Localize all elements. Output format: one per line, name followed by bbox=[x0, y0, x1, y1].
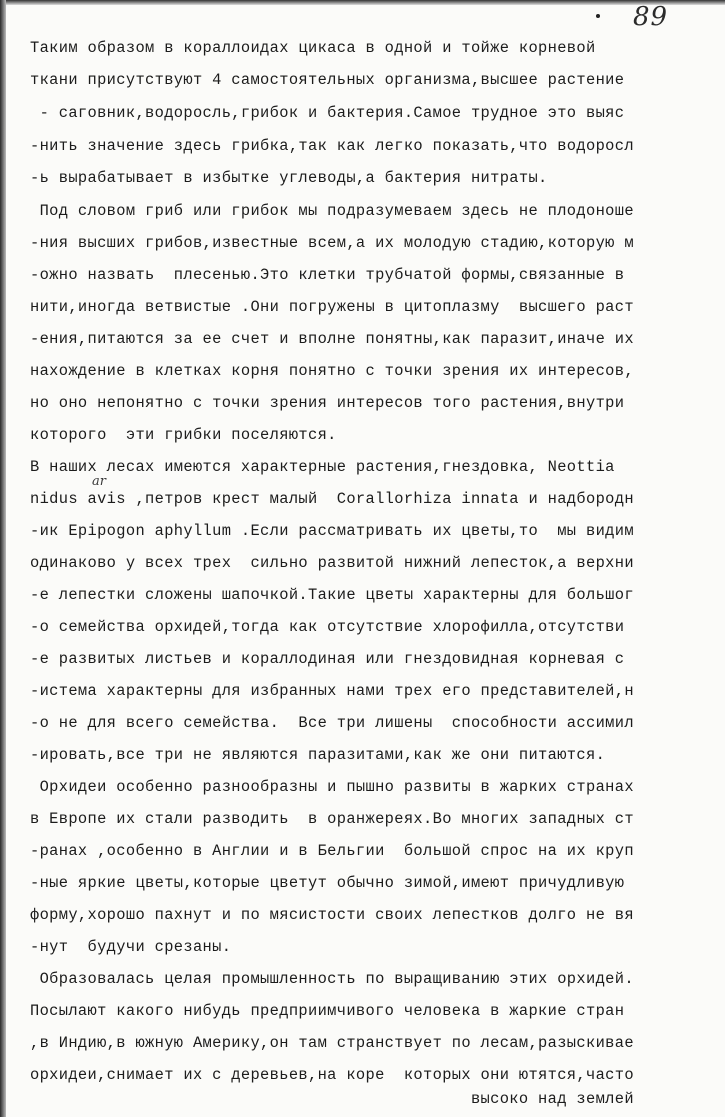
text-line: форму,хорошо пахнут и по мясистости своих лепестков долго не вя bbox=[30, 906, 634, 924]
text-line: Орхидеи особенно разнообразны и пышно развиты в жарких странах bbox=[30, 778, 634, 796]
text-line: -ранах ,особенно в Англии и в Бельгии большой спрос на их круп bbox=[30, 842, 634, 860]
text-line: ткани присутствуют 4 самостоятельных организма,высшее растение bbox=[30, 71, 625, 89]
text-line: Таким образом в кораллоидах цикаса в одной и тойже корневой bbox=[30, 39, 596, 57]
text-line: -о не для всего семейства. Все три лишены способности ассимил bbox=[30, 714, 634, 732]
text-line: -ения,питаются за ее счет и вполне понятны,как паразит,иначе их bbox=[30, 330, 634, 348]
text-line: -истема характерны для избранных нами трех его представителей,н bbox=[30, 682, 634, 700]
text-line: нити,иногда ветвистые .Они погружены в цитоплазму высшего раст bbox=[30, 298, 634, 316]
text-line: -нить значение здесь грибка,так как легко показать,что водоросл bbox=[30, 137, 634, 155]
text-line: -е развитых листьев и кораллодиная или гнездовидная корневая с bbox=[30, 650, 625, 668]
text-line: нахождение в клетках корня понятно с точки зрения их интересов, bbox=[30, 362, 634, 380]
text-line: орхидеи,снимает их с деревьев,на коре которых они ютятся,часто bbox=[30, 1066, 634, 1084]
handwritten-annotation: ar bbox=[92, 474, 106, 489]
text-line: -ь вырабатывает в избытке углеводы,а бактерия нитраты. bbox=[30, 169, 548, 187]
text-line: -ик Epipogon aphyllum .Если рассматривать их цветы,то мы видим bbox=[30, 522, 634, 540]
text-line: nidus avis ,петров крест малый Corallorhiza innata и надбородн bbox=[30, 490, 634, 508]
page-number: 89 bbox=[633, 2, 669, 32]
text-line: - саговник,водоросль,грибок и бактерия.Самое трудное это выяс bbox=[30, 104, 625, 122]
text-line: -ния высших грибов,известные всем,а их молодую стадию,которую м bbox=[30, 234, 634, 252]
text-line: которого эти грибки поселяются. bbox=[30, 426, 337, 444]
text-line: высоко над землей bbox=[30, 1090, 634, 1108]
text-line: -ожно назвать плесенью.Это клетки трубчатой формы,связанные в bbox=[30, 266, 625, 284]
text-line: Посылают какого нибудь предприимчивого человека в жаркие стран bbox=[30, 1002, 625, 1020]
text-line: Под словом гриб или грибок мы подразумеваем здесь не плодоноше bbox=[30, 202, 634, 220]
text-line: -ные яркие цветы,которые цветут обычно зимой,имеют причудливую bbox=[30, 874, 625, 892]
text-line: ,в Индию,в южную Америку,он там странствует по лесам,разыскивае bbox=[30, 1034, 634, 1052]
text-line: Образовалась целая промышленность по выращиванию этих орхидей. bbox=[30, 970, 634, 988]
text-line: в Европе их стали разводить в оранжереях.Во многих западных ст bbox=[30, 810, 634, 828]
text-line: -нут будучи срезаны. bbox=[30, 938, 232, 956]
text-line: но оно непонятно с точки зрения интересов того растения,внутри bbox=[30, 394, 625, 412]
text-line: В наших лесах имеются характерные растения,гнездовка, Neottia bbox=[30, 458, 615, 476]
text-line: -ировать,все три не являются паразитами,как же они питаются. bbox=[30, 746, 606, 764]
text-line: одинаково у всех трех сильно развитой нижний лепесток,а верхни bbox=[30, 554, 634, 572]
text-line: -о семейства орхидей,тогда как отсутствие хлорофилла,отсутстви bbox=[30, 618, 625, 636]
text-line: -е лепестки сложены шапочкой.Такие цветы характерны для большог bbox=[30, 586, 634, 604]
